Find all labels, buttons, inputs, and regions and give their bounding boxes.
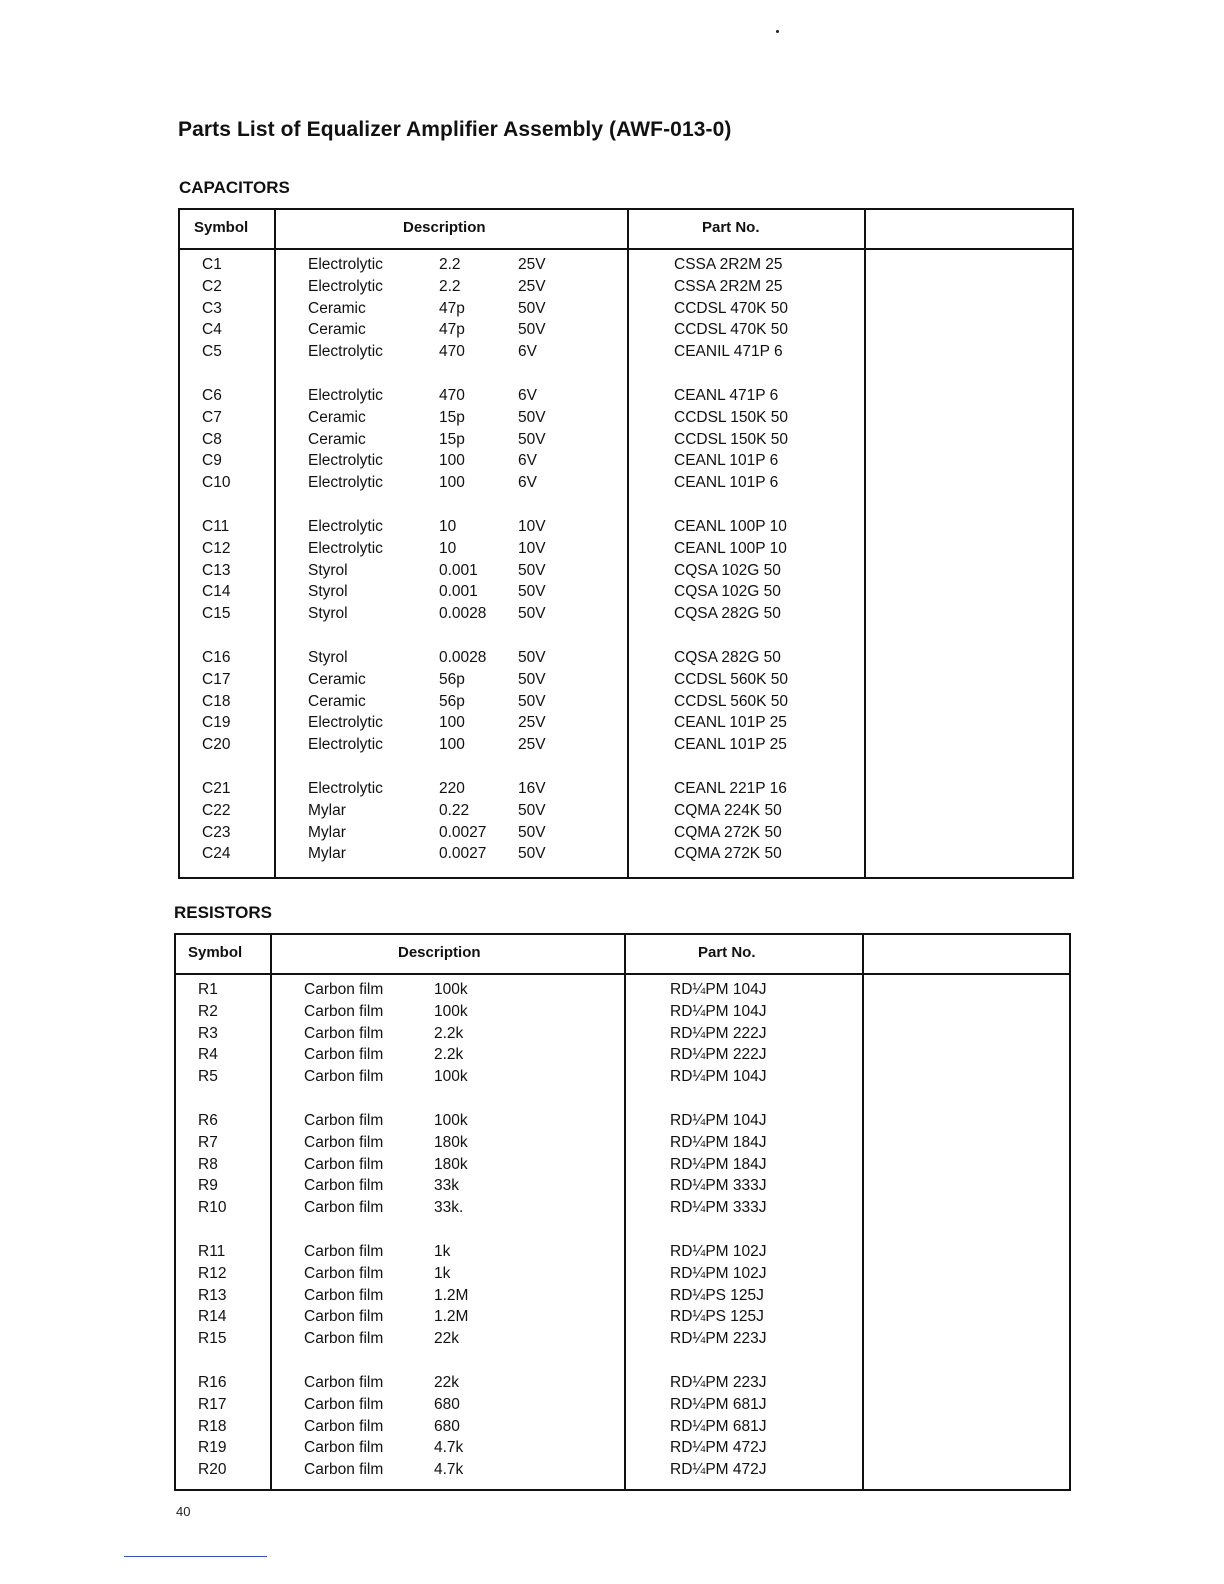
value-cell: 1k <box>434 1264 451 1282</box>
part-no-cell: RD¼PM 472J <box>670 1439 767 1457</box>
type-cell: Carbon film <box>304 1133 384 1151</box>
part-no-cell: CCDSL 470K 50 <box>674 321 789 339</box>
type-cell: Electrolytic <box>308 343 383 361</box>
value-cell: 100 <box>439 474 465 492</box>
table-row <box>176 1156 1069 1178</box>
symbol-cell: R9 <box>198 1177 218 1195</box>
type-cell: Carbon film <box>304 1177 384 1195</box>
type-cell: Ceramic <box>308 408 366 426</box>
value-cell: 100 <box>439 452 465 470</box>
voltage-cell: 6V <box>518 474 537 492</box>
symbol-cell: R6 <box>198 1112 218 1129</box>
type-cell: Styrol <box>308 649 348 666</box>
part-no-cell: RD¼PM 184J <box>670 1155 767 1173</box>
type-cell: Mylar <box>308 845 346 863</box>
value-cell: 180k <box>434 1133 468 1151</box>
type-cell: Electrolytic <box>308 277 383 295</box>
table-row <box>180 321 1072 343</box>
value-cell: 100k <box>434 1112 468 1129</box>
symbol-cell: C21 <box>202 780 231 797</box>
voltage-cell: 25V <box>518 714 546 732</box>
symbol-cell: R14 <box>198 1308 227 1326</box>
symbol-cell: C17 <box>202 670 231 688</box>
symbol-cell: C1 <box>202 256 222 273</box>
table-row <box>176 1265 1069 1287</box>
symbol-cell: R13 <box>198 1286 227 1304</box>
type-cell: Mylar <box>308 823 346 841</box>
table-row <box>180 802 1072 824</box>
row-group <box>180 256 1072 365</box>
value-cell: 2.2 <box>439 256 461 273</box>
type-cell: Electrolytic <box>308 474 383 492</box>
value-cell: 1.2M <box>434 1286 469 1304</box>
part-no-cell: CEANL 101P 6 <box>674 474 779 492</box>
type-cell: Mylar <box>308 801 346 819</box>
footer-rule <box>124 1556 267 1557</box>
value-cell: 1k <box>434 1243 451 1260</box>
symbol-cell: R3 <box>198 1024 218 1042</box>
table-row <box>176 1418 1069 1440</box>
symbol-cell: C13 <box>202 561 231 579</box>
row-group <box>176 1374 1069 1483</box>
resistors-heading: RESISTORS <box>174 903 272 922</box>
part-no-cell: RD¼PM 333J <box>670 1199 767 1217</box>
symbol-cell: C20 <box>202 736 231 754</box>
voltage-cell: 50V <box>518 605 546 623</box>
type-cell: Electrolytic <box>308 780 383 797</box>
type-cell: Carbon film <box>304 1002 384 1020</box>
type-cell: Electrolytic <box>308 452 383 470</box>
table-row <box>176 1287 1069 1309</box>
symbol-cell: C6 <box>202 387 222 404</box>
symbol-cell: C15 <box>202 605 231 623</box>
type-cell: Carbon film <box>304 1199 384 1217</box>
row-group <box>176 1112 1069 1221</box>
part-no-cell: CCDSL 470K 50 <box>674 299 789 317</box>
table-row <box>180 452 1072 474</box>
value-cell: 470 <box>439 343 465 361</box>
type-cell: Carbon film <box>304 981 384 998</box>
symbol-cell: C22 <box>202 801 231 819</box>
type-cell: Electrolytic <box>308 539 383 557</box>
type-cell: Ceramic <box>308 670 366 688</box>
value-cell: 470 <box>439 387 465 404</box>
value-cell: 0.0027 <box>439 845 487 863</box>
type-cell: Carbon film <box>304 1264 384 1282</box>
voltage-cell: 6V <box>518 343 537 361</box>
table-row <box>176 1112 1069 1134</box>
value-cell: 2.2k <box>434 1024 464 1042</box>
voltage-cell: 50V <box>518 299 546 317</box>
type-cell: Electrolytic <box>308 387 383 404</box>
part-no-cell: RD¼PS 125J <box>670 1286 764 1304</box>
type-cell: Electrolytic <box>308 714 383 732</box>
table-row <box>176 1199 1069 1221</box>
type-cell: Styrol <box>308 583 348 601</box>
part-no-cell: CQSA 102G 50 <box>674 583 781 601</box>
type-cell: Electrolytic <box>308 256 383 273</box>
part-no-cell: CQSA 102G 50 <box>674 561 781 579</box>
table-row <box>180 824 1072 846</box>
symbol-cell: R15 <box>198 1330 227 1348</box>
part-no-cell: RD¼PM 102J <box>670 1264 767 1282</box>
symbol-cell: R18 <box>198 1417 227 1435</box>
table-row <box>180 780 1072 802</box>
part-no-cell: CSSA 2R2M 25 <box>674 256 783 273</box>
page-number: 40 <box>176 1504 191 1519</box>
value-cell: 0.0028 <box>439 649 487 666</box>
symbol-cell: R5 <box>198 1068 218 1086</box>
table-row <box>176 1439 1069 1461</box>
value-cell: 22k <box>434 1330 459 1348</box>
voltage-cell: 50V <box>518 321 546 339</box>
part-no-cell: CQMA 224K 50 <box>674 801 782 819</box>
part-no-cell: CEANIL 471P 6 <box>674 343 783 361</box>
type-cell: Ceramic <box>308 321 366 339</box>
part-no-cell: RD¼PM 104J <box>670 1002 767 1020</box>
value-cell: 100k <box>434 1068 468 1086</box>
voltage-cell: 50V <box>518 801 546 819</box>
part-no-cell: CQSA 282G 50 <box>674 605 781 623</box>
table-row <box>176 1330 1069 1352</box>
value-cell: 680 <box>434 1417 460 1435</box>
symbol-cell: C12 <box>202 539 231 557</box>
part-no-cell: RD¼PS 125J <box>670 1308 764 1326</box>
symbol-cell: R19 <box>198 1439 227 1457</box>
resistors-table <box>174 933 1071 1491</box>
value-cell: 2.2 <box>439 277 461 295</box>
symbol-cell: R10 <box>198 1199 227 1217</box>
part-no-cell: CEANL 471P 6 <box>674 387 779 404</box>
symbol-cell: R16 <box>198 1374 227 1391</box>
value-cell: 0.001 <box>439 583 478 601</box>
part-no-header: Part No. <box>702 219 760 236</box>
part-no-cell: CEANL 221P 16 <box>674 780 787 797</box>
voltage-cell: 6V <box>518 452 537 470</box>
part-no-cell: RD¼PM 223J <box>670 1374 767 1391</box>
voltage-cell: 50V <box>518 823 546 841</box>
header-divider <box>180 248 1072 250</box>
voltage-cell: 50V <box>518 430 546 448</box>
part-no-cell: RD¼PM 104J <box>670 1112 767 1129</box>
type-cell: Carbon film <box>304 1155 384 1173</box>
part-no-cell: CQMA 272K 50 <box>674 823 782 841</box>
part-no-cell: RD¼PM 472J <box>670 1461 767 1479</box>
page-title: Parts List of Equalizer Amplifier Assembly (AWF-013-0) <box>178 118 732 141</box>
value-cell: 56p <box>439 692 465 710</box>
row-group <box>176 1243 1069 1352</box>
table-row <box>180 256 1072 278</box>
table-row <box>180 387 1072 409</box>
symbol-cell: C2 <box>202 277 222 295</box>
table-row <box>180 583 1072 605</box>
symbol-cell: C10 <box>202 474 231 492</box>
part-no-cell: CCDSL 560K 50 <box>674 670 789 688</box>
value-cell: 22k <box>434 1374 459 1391</box>
part-no-cell: RD¼PM 222J <box>670 1046 767 1064</box>
voltage-cell: 25V <box>518 277 546 295</box>
part-no-cell: RD¼PM 333J <box>670 1177 767 1195</box>
value-cell: 15p <box>439 408 465 426</box>
table-row <box>180 845 1072 867</box>
voltage-cell: 50V <box>518 670 546 688</box>
table-row <box>180 649 1072 671</box>
type-cell: Carbon film <box>304 1308 384 1326</box>
part-no-header: Part No. <box>698 944 756 961</box>
voltage-cell: 25V <box>518 256 546 273</box>
type-cell: Styrol <box>308 561 348 579</box>
value-cell: 220 <box>439 780 465 797</box>
type-cell: Carbon film <box>304 1439 384 1457</box>
part-no-cell: RD¼PM 681J <box>670 1417 767 1435</box>
table-row <box>176 1396 1069 1418</box>
value-cell: 100 <box>439 714 465 732</box>
value-cell: 0.0027 <box>439 823 487 841</box>
table-row <box>180 300 1072 322</box>
symbol-cell: C8 <box>202 430 222 448</box>
value-cell: 100k <box>434 981 468 998</box>
symbol-cell: R7 <box>198 1133 218 1151</box>
description-header: Description <box>398 944 481 961</box>
part-no-cell: CCDSL 150K 50 <box>674 408 789 426</box>
part-no-cell: CEANL 101P 25 <box>674 714 787 732</box>
voltage-cell: 10V <box>518 518 546 535</box>
symbol-cell: R1 <box>198 981 218 998</box>
type-cell: Carbon film <box>304 1046 384 1064</box>
table-row <box>180 518 1072 540</box>
value-cell: 56p <box>439 670 465 688</box>
part-no-cell: RD¼PM 223J <box>670 1330 767 1348</box>
row-group <box>176 981 1069 1090</box>
part-no-cell: CSSA 2R2M 25 <box>674 277 783 295</box>
symbol-cell: C4 <box>202 321 222 339</box>
table-row <box>180 343 1072 365</box>
value-cell: 10 <box>439 518 457 535</box>
table-row <box>180 671 1072 693</box>
value-cell: 15p <box>439 430 465 448</box>
part-no-cell: RD¼PM 104J <box>670 981 767 998</box>
table-row <box>176 981 1069 1003</box>
value-cell: 33k. <box>434 1199 464 1217</box>
type-cell: Electrolytic <box>308 518 383 535</box>
symbol-cell: R8 <box>198 1155 218 1173</box>
value-cell: 100k <box>434 1002 468 1020</box>
type-cell: Carbon film <box>304 1330 384 1348</box>
symbol-header: Symbol <box>188 944 243 961</box>
symbol-header: Symbol <box>194 219 249 236</box>
part-no-cell: RD¼PM 681J <box>670 1395 767 1413</box>
table-row <box>180 714 1072 736</box>
table-row <box>180 693 1072 715</box>
part-no-cell: CQSA 282G 50 <box>674 649 781 666</box>
table-row <box>176 1177 1069 1199</box>
symbol-cell: R4 <box>198 1046 218 1064</box>
value-cell: 33k <box>434 1177 459 1195</box>
table-row <box>180 736 1072 758</box>
capacitors-table <box>178 208 1074 879</box>
value-cell: 0.001 <box>439 561 478 579</box>
value-cell: 180k <box>434 1155 468 1173</box>
symbol-cell: R12 <box>198 1264 227 1282</box>
type-cell: Carbon film <box>304 1417 384 1435</box>
table-row <box>180 540 1072 562</box>
value-cell: 10 <box>439 539 457 557</box>
type-cell: Carbon film <box>304 1374 384 1391</box>
type-cell: Carbon film <box>304 1068 384 1086</box>
symbol-cell: C19 <box>202 714 231 732</box>
part-no-cell: RD¼PM 104J <box>670 1068 767 1086</box>
type-cell: Ceramic <box>308 299 366 317</box>
symbol-cell: C9 <box>202 452 222 470</box>
value-cell: 4.7k <box>434 1439 464 1457</box>
part-no-cell: CEANL 101P 6 <box>674 452 779 470</box>
symbol-cell: R11 <box>198 1243 226 1260</box>
part-no-cell: RD¼PM 222J <box>670 1024 767 1042</box>
part-no-cell: CEANL 100P 10 <box>674 518 787 535</box>
symbol-cell: C14 <box>202 583 231 601</box>
voltage-cell: 50V <box>518 692 546 710</box>
table-row <box>180 278 1072 300</box>
table-row <box>176 1025 1069 1047</box>
part-no-cell: CEANL 100P 10 <box>674 539 787 557</box>
table-row <box>180 431 1072 453</box>
value-cell: 2.2k <box>434 1046 464 1064</box>
table-row <box>180 605 1072 627</box>
symbol-cell: C24 <box>202 845 231 863</box>
symbol-cell: R17 <box>198 1395 227 1413</box>
voltage-cell: 10V <box>518 539 546 557</box>
table-row <box>180 474 1072 496</box>
type-cell: Electrolytic <box>308 736 383 754</box>
type-cell: Carbon film <box>304 1395 384 1413</box>
part-no-cell: CQMA 272K 50 <box>674 845 782 863</box>
row-group <box>180 649 1072 758</box>
table-row <box>176 1068 1069 1090</box>
table-row <box>176 1374 1069 1396</box>
voltage-cell: 50V <box>518 583 546 601</box>
value-cell: 0.22 <box>439 801 470 819</box>
symbol-cell: R20 <box>198 1461 227 1479</box>
symbol-cell: C16 <box>202 649 231 666</box>
voltage-cell: 25V <box>518 736 546 754</box>
symbol-cell: R2 <box>198 1002 218 1020</box>
type-cell: Carbon film <box>304 1461 384 1479</box>
row-group <box>180 780 1072 867</box>
table-row <box>176 1243 1069 1265</box>
part-no-cell: CCDSL 150K 50 <box>674 430 789 448</box>
part-no-cell: CEANL 101P 25 <box>674 736 787 754</box>
voltage-cell: 6V <box>518 387 537 404</box>
type-cell: Carbon film <box>304 1112 384 1129</box>
type-cell: Ceramic <box>308 692 366 710</box>
row-group <box>180 387 1072 496</box>
value-cell: 1.2M <box>434 1308 469 1326</box>
table-row <box>176 1046 1069 1068</box>
value-cell: 4.7k <box>434 1461 464 1479</box>
part-no-cell: RD¼PM 184J <box>670 1133 767 1151</box>
symbol-cell: C18 <box>202 692 231 710</box>
voltage-cell: 50V <box>518 561 546 579</box>
type-cell: Carbon film <box>304 1286 384 1304</box>
symbol-cell: C23 <box>202 823 231 841</box>
part-no-cell: RD¼PM 102J <box>670 1243 767 1260</box>
capacitors-heading: CAPACITORS <box>179 178 290 197</box>
voltage-cell: 50V <box>518 845 546 863</box>
voltage-cell: 50V <box>518 649 546 666</box>
table-row <box>176 1003 1069 1025</box>
symbol-cell: C5 <box>202 343 222 361</box>
type-cell: Carbon film <box>304 1243 384 1260</box>
type-cell: Carbon film <box>304 1024 384 1042</box>
type-cell: Styrol <box>308 605 348 623</box>
row-group <box>180 518 1072 627</box>
value-cell: 47p <box>439 299 465 317</box>
symbol-cell: C7 <box>202 408 222 426</box>
header-divider <box>176 973 1069 975</box>
table-row <box>176 1461 1069 1483</box>
symbol-cell: C11 <box>202 518 230 535</box>
type-cell: Ceramic <box>308 430 366 448</box>
value-cell: 47p <box>439 321 465 339</box>
value-cell: 0.0028 <box>439 605 487 623</box>
symbol-cell: C3 <box>202 299 222 317</box>
table-row <box>176 1308 1069 1330</box>
voltage-cell: 50V <box>518 408 546 426</box>
table-row <box>176 1134 1069 1156</box>
table-row <box>180 562 1072 584</box>
value-cell: 100 <box>439 736 465 754</box>
voltage-cell: 16V <box>518 780 546 797</box>
value-cell: 680 <box>434 1395 460 1413</box>
scan-speck <box>776 30 779 33</box>
description-header: Description <box>403 219 486 236</box>
part-no-cell: CCDSL 560K 50 <box>674 692 789 710</box>
table-row <box>180 409 1072 431</box>
